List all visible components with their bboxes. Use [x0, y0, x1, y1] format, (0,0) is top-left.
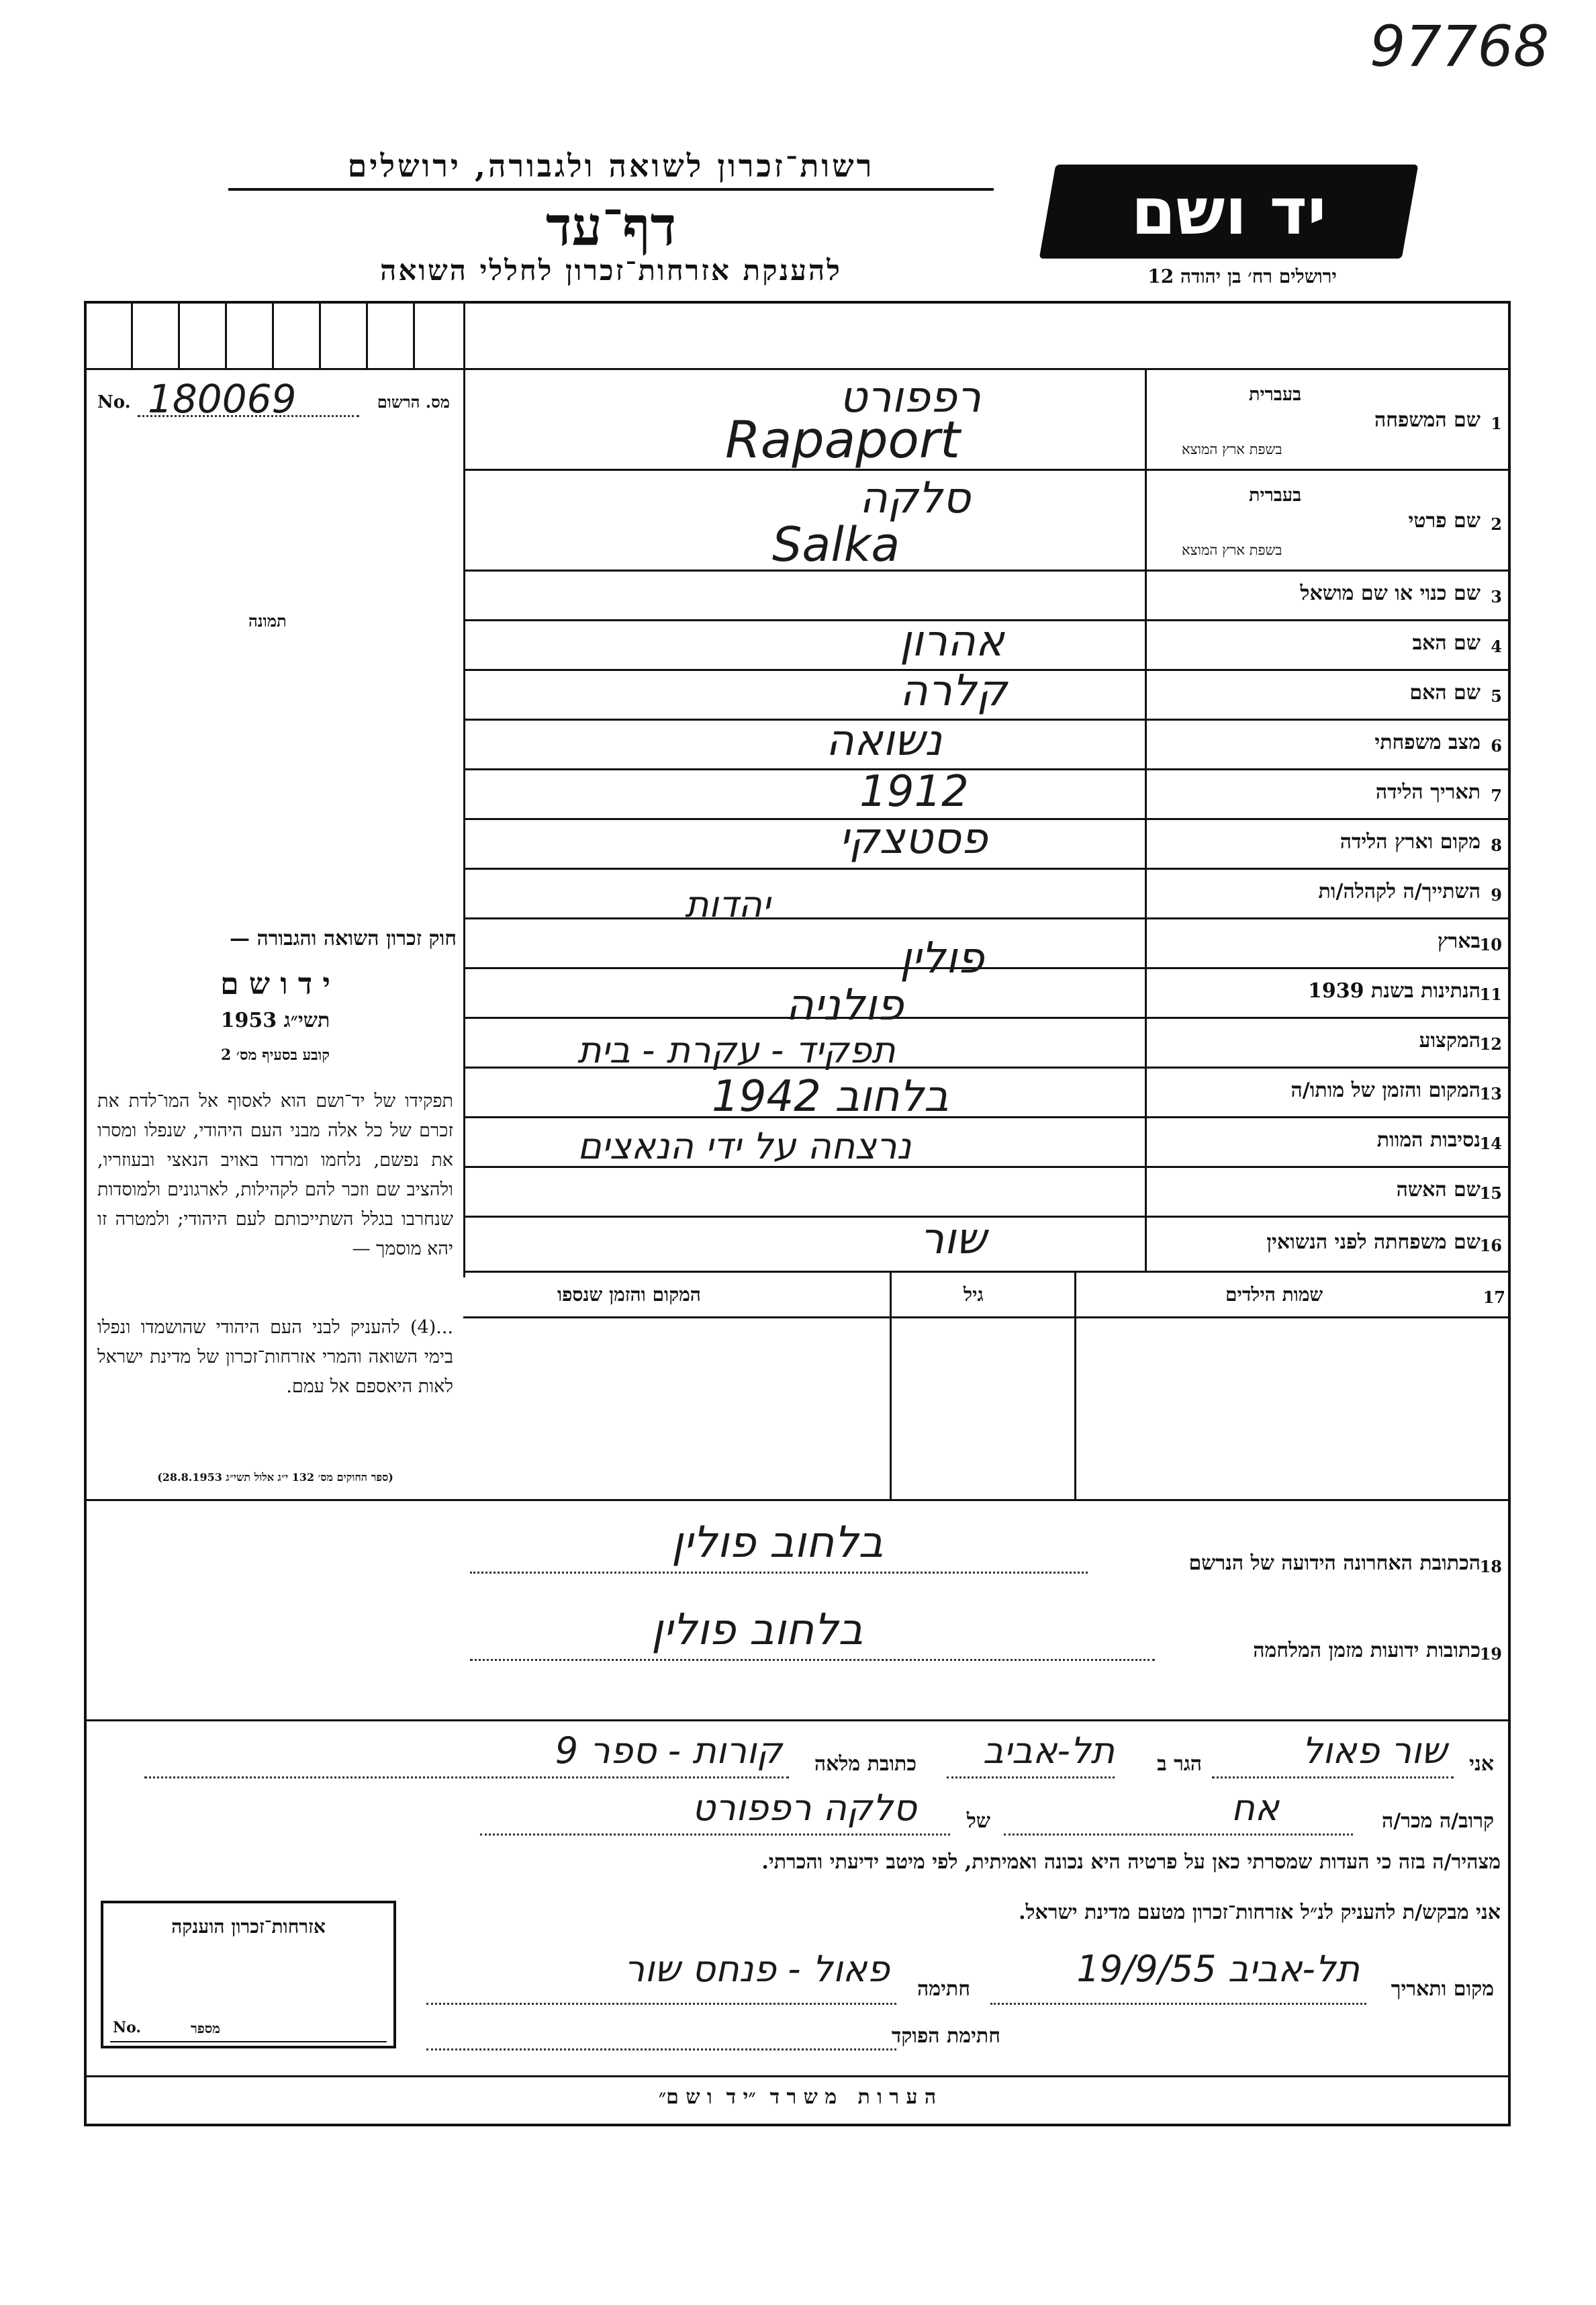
- field-number: 18: [1479, 1557, 1502, 1576]
- law-text-purpose: תפקידו של יד־ושם הוא לאסוף אל המו־לדת את זכרם של כל אלה מבני העם היהודי, שנפלו ומסרו את נפשם, נלחמו ומרדו באויב הנאצי ובעוזריו, ולהציב שם וזכר להם לקהילות, לארגונים ולמוסדות שנחרבו בגלל השתייכותם לעם היהודי; ולמטרה זו יהא מוסמך —: [97, 1091, 453, 1259]
- field-death-circumstances: [1148, 1119, 1507, 1165]
- grant-box-title: אזרחות־זכרון הוענקה: [171, 1915, 326, 1938]
- address-line: ירושלים רח׳ בן יהודה 12: [1147, 265, 1337, 287]
- declaration-statement-1: מצהיר/ה בזה כי העדות שמסרתי כאן על פרטיה היא נכונה ואמיתית, לפי מיטב ידיעתי והכרתי.: [761, 1850, 1501, 1874]
- declaration-resides-value: תל-אביב: [982, 1729, 1115, 1772]
- law-name: י ד ו ש ם: [220, 967, 330, 1001]
- mother-name-value: קלרה: [900, 666, 1007, 716]
- field-label: תאריך הלידה: [1375, 780, 1481, 804]
- registration-label: מס. הרשום: [377, 392, 450, 412]
- field-occupation: [1148, 1020, 1507, 1065]
- field-label: שם המשפחה: [1374, 408, 1481, 432]
- family-name-origin-value: Rapaport: [725, 410, 960, 469]
- field-number: 12: [1479, 1034, 1502, 1054]
- field-label: מקום וארץ הלידה: [1340, 830, 1481, 854]
- field-sublabel-origin: בשפת ארץ המוצא: [1182, 542, 1282, 558]
- signature-label: חתימה: [917, 1977, 970, 2001]
- field-label: הכתובת האחרונה הידועה של הנרשם: [1188, 1551, 1481, 1575]
- field-country: [1148, 920, 1507, 966]
- form-title: דף־עד: [545, 195, 677, 258]
- declaration-line-2: [94, 1787, 1501, 1840]
- field-number: 5: [1491, 686, 1502, 706]
- field-first-name: [1148, 471, 1507, 568]
- law-title: חוק זכרון השואה והגבורה —: [230, 927, 457, 950]
- field-number: 6: [1491, 736, 1502, 756]
- grant-box: [101, 1901, 396, 2048]
- last-address-value: בלחוב פולין: [671, 1518, 884, 1568]
- children-col-age: גיל: [964, 1283, 984, 1306]
- authority-title: רשות־זכרון לשואה ולגבורה, ירושלים: [228, 148, 994, 191]
- declaration-i-value: שור פאול: [1302, 1729, 1447, 1772]
- declaration-line-1: [94, 1729, 1501, 1783]
- field-number: 13: [1479, 1084, 1502, 1103]
- field-number: 1: [1491, 414, 1502, 433]
- father-name-value: אהרון: [900, 617, 1004, 666]
- field-maiden-name: [1148, 1218, 1507, 1269]
- field-label: הנתינות בשנת 1939: [1307, 979, 1481, 1003]
- field-sublabel-hebrew: בעברית: [1249, 485, 1302, 506]
- family-name-hebrew-value: רפפורט: [839, 373, 982, 422]
- field-community: [1148, 870, 1507, 916]
- field-label: בארץ: [1437, 930, 1481, 953]
- field-death-place-time: [1148, 1069, 1507, 1115]
- signature-value: פאול - פנחס שור: [624, 1948, 890, 1990]
- field-number: 4: [1491, 637, 1502, 656]
- logo-text: יד ושם: [1131, 174, 1327, 249]
- declaration-relative-label: קרוב/ה מכר/ה: [1382, 1809, 1494, 1833]
- field-marital-status: [1148, 721, 1507, 767]
- death-place-time-value: בלחוב 1942: [712, 1072, 949, 1122]
- birth-date-value: 1912: [859, 767, 969, 817]
- field-sublabel-origin: בשפת ארץ המוצא: [1182, 441, 1282, 457]
- country-value: פולין: [900, 934, 984, 983]
- declaration-statement-2: אני מבקש/ת להעניק לנ״ל אזרחות־זכרון מטעם מדינת ישראל.: [1019, 1901, 1501, 1924]
- field-label: המקצוע: [1419, 1029, 1481, 1052]
- grant-box-number-label: מספר: [191, 2020, 220, 2036]
- field-sublabel-hebrew: בעברית: [1249, 384, 1302, 405]
- field-number: 11: [1479, 985, 1502, 1004]
- field-label: שם האם: [1409, 681, 1481, 705]
- field-mother-name: [1148, 672, 1507, 717]
- field-label: שם פרטי: [1408, 509, 1481, 533]
- citizenship-1939-value: פולניה: [786, 981, 904, 1030]
- law-section: קובע בסעיף מס׳ 2: [220, 1046, 330, 1064]
- registration-number: [97, 376, 457, 423]
- field-label: נסיבות המוות: [1376, 1128, 1481, 1152]
- field-label: השתייך/ה לקהלה/ות: [1318, 880, 1481, 903]
- field-label: שם כנוי או שם מושאל: [1300, 582, 1481, 605]
- first-name-origin-value: Salka: [772, 517, 900, 572]
- field-number: 7: [1491, 786, 1502, 805]
- field-label: שם האשה: [1396, 1178, 1481, 1202]
- field-label: שם משפחתה לפני הנשואין: [1266, 1230, 1481, 1254]
- archive-number: 97768: [1370, 13, 1550, 79]
- registration-value: 180069: [148, 376, 297, 422]
- community-value: יהדות: [685, 883, 771, 925]
- declaration-i-label: אני: [1469, 1752, 1494, 1776]
- field-number: 3: [1491, 587, 1502, 606]
- field-number: 10: [1479, 935, 1502, 954]
- children-section-number: 17: [1483, 1287, 1505, 1307]
- field-label: מצב משפחתי: [1374, 731, 1481, 754]
- birth-place-value: פסטצקי: [839, 814, 988, 864]
- children-table-header: [463, 1273, 1511, 1316]
- declaration-of-value: סלקה רפפורט: [692, 1787, 917, 1829]
- field-wife-name: [1148, 1169, 1507, 1214]
- place-date-label: מקום ותאריך: [1391, 1977, 1494, 2001]
- field-birth-date: [1148, 771, 1507, 817]
- place-date-value: תל-אביב 19/9/55: [1076, 1948, 1360, 1990]
- field-citizenship-1939: [1148, 970, 1507, 1015]
- field-number: 8: [1491, 835, 1502, 855]
- official-signature-line: [416, 2015, 1501, 2055]
- field-number: 15: [1479, 1183, 1502, 1203]
- field-number: 16: [1479, 1236, 1502, 1255]
- field-alias: [1148, 572, 1507, 618]
- first-name-hebrew-value: סלקה: [859, 473, 971, 523]
- law-year: תשי״ג 1953: [220, 1009, 330, 1032]
- field-birth-place: [1148, 821, 1507, 866]
- marital-status-value: נשואה: [826, 716, 942, 766]
- law-text-clause: ...(4) להעניק לבני העם היהודי שהושמדו ונפלו בימי השואה והמרי אזרחות־זכרון של מדינת ישראל לאות היאספם אל עמם.: [97, 1317, 453, 1397]
- wartime-addresses-value: בלחוב פולין: [651, 1605, 863, 1655]
- field-number: 19: [1479, 1644, 1502, 1664]
- form-purpose: להענקת אזרחות־זכרון לחללי השואה: [380, 254, 842, 287]
- grant-box-no: No.: [113, 2019, 142, 2036]
- field-label: שם האב: [1412, 631, 1481, 655]
- field-number: 14: [1479, 1134, 1502, 1153]
- declaration-address-label: כתובת מלאה: [814, 1752, 917, 1776]
- declaration-relative-value: אח: [1231, 1787, 1279, 1829]
- occupation-value: תפקיד - עקרת - בית: [577, 1029, 896, 1071]
- death-circumstances-value: נרצחה על ידי הנאצים: [577, 1125, 912, 1167]
- field-family-name: [1148, 371, 1507, 467]
- law-citation: (ספר החוקים מס׳ 132 י״ג אלול תשי״ג 28.8.1953): [157, 1471, 393, 1484]
- registration-no-prefix: No.: [97, 392, 131, 412]
- field-number: 9: [1491, 885, 1502, 905]
- footer-notes: ה ע ר ו ת מ ש ר ד ״י ד ו ש ם״: [658, 2085, 937, 2109]
- maiden-name-value: שור: [920, 1214, 986, 1264]
- declaration-resides-label: הגר ב: [1157, 1752, 1202, 1776]
- declaration-address-value: קורות - ספר 9: [555, 1729, 782, 1772]
- field-father-name: [1148, 622, 1507, 668]
- children-col-place: המקום והזמן שנספו: [557, 1283, 701, 1306]
- children-col-names: שמות הילדים: [1225, 1283, 1323, 1306]
- declaration-of-label: של: [966, 1809, 990, 1833]
- official-signature-label: חתימת הפוקד: [891, 2024, 1000, 2048]
- field-label: כתובות ידועות מזמן המלחמה: [1253, 1639, 1481, 1662]
- field-number: 2: [1491, 514, 1502, 534]
- declaration-line-place-date: [416, 1948, 1501, 2008]
- yad-vashem-logo: [1039, 165, 1419, 259]
- photo-label: תמונה: [248, 611, 287, 631]
- field-label: המקום והזמן של מותו/ה: [1290, 1079, 1481, 1102]
